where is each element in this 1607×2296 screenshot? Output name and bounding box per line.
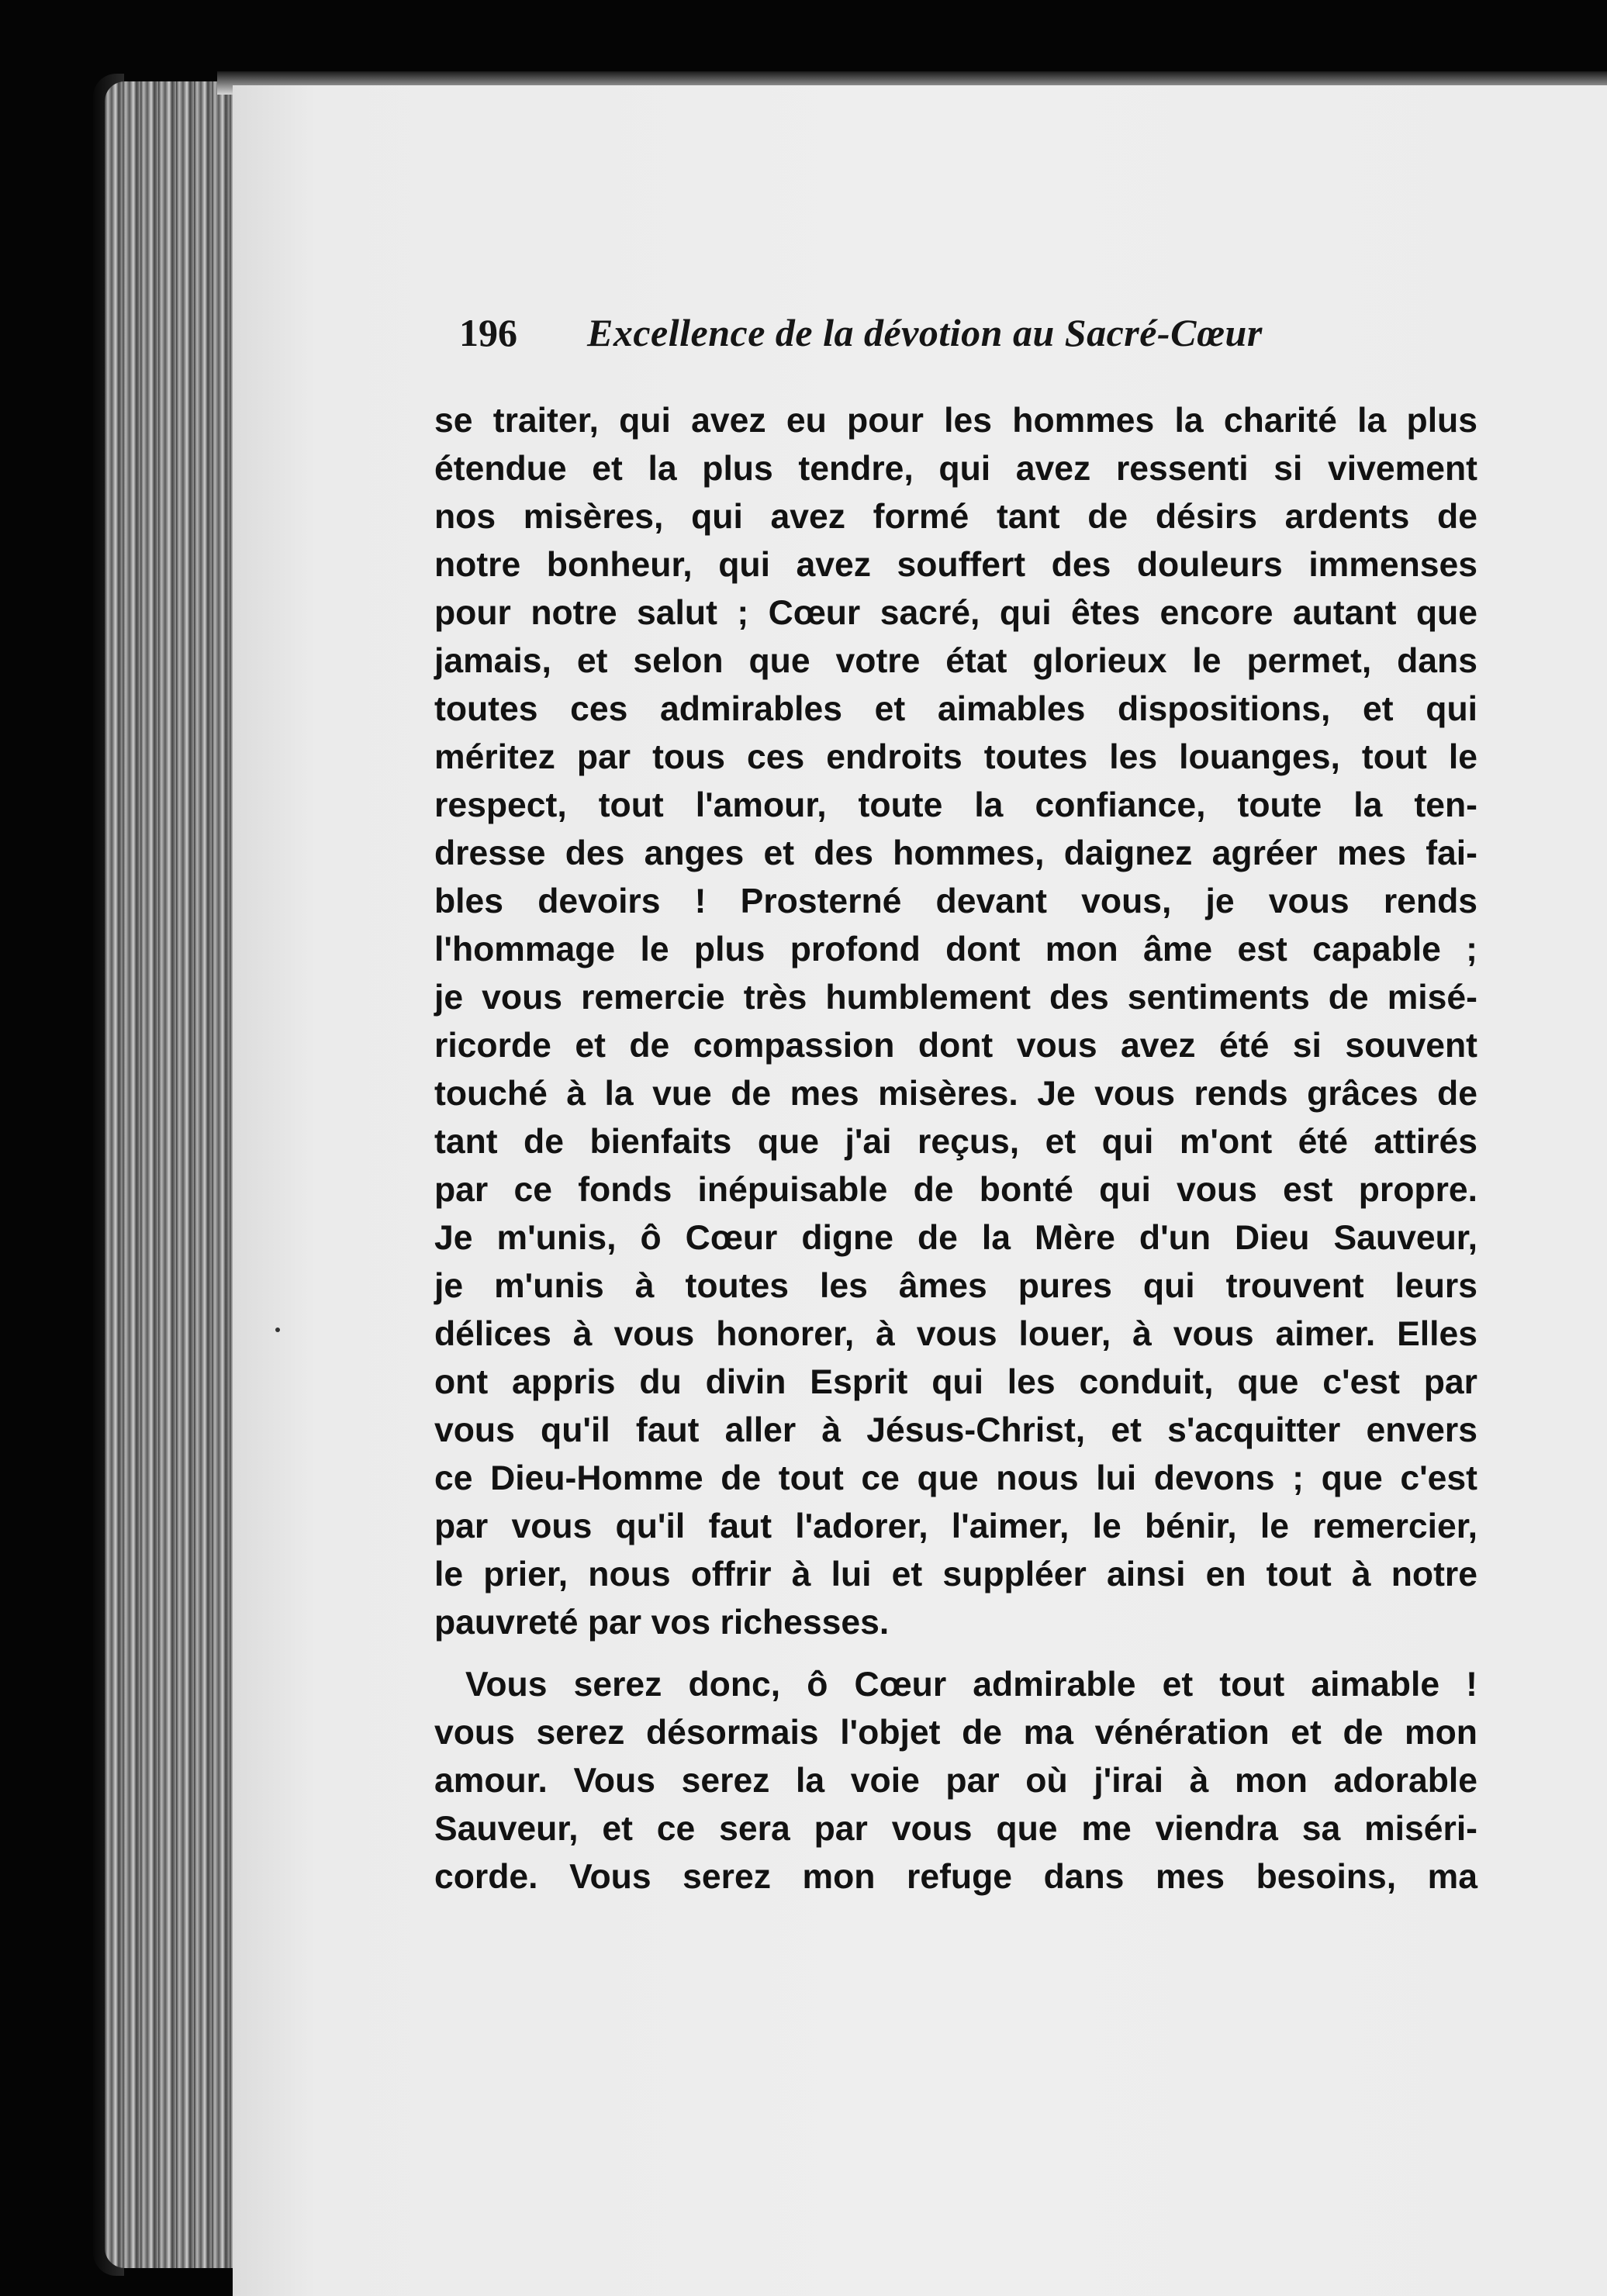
text-line: je vous remercie très humblement des sentiments de misé- (434, 979, 1477, 1017)
text-line: nos misères, qui avez formé tant de désirs ardents de (434, 498, 1477, 536)
text-line: notre bonheur, qui avez souffert des douleurs immenses (434, 546, 1477, 584)
text-line: jamais, et selon que votre état glorieux le permet, dans (434, 642, 1477, 680)
text-line: pour notre salut ; Cœur sacré, qui êtes encore autant que (434, 594, 1477, 632)
text-line: ont appris du divin Esprit qui les conduit, que c'est par (434, 1363, 1477, 1401)
text-line: dresse des anges et des hommes, daignez agréer mes fai- (434, 834, 1477, 872)
text-line: je m'unis à toutes les âmes pures qui trouvent leurs (434, 1267, 1477, 1305)
text-line: l'hommage le plus profond dont mon âme est capable ; (434, 930, 1477, 968)
text-line: vous qu'il faut aller à Jésus-Christ, et s'acquitter envers (434, 1411, 1477, 1449)
page-number: 196 (459, 311, 517, 354)
text-line: tant de bienfaits que j'ai reçus, et qui m'ont été attirés (434, 1123, 1477, 1161)
text-line: par ce fonds inépuisable de bonté qui vous est propre. (434, 1171, 1477, 1209)
text-line: ce Dieu-Homme de tout ce que nous lui devons ; que c'est (434, 1459, 1477, 1497)
text-line: vous serez désormais l'objet de ma vénération et de mon (434, 1714, 1477, 1752)
text-line: amour. Vous serez la voie par où j'irai à mon adorable (434, 1762, 1477, 1800)
body-text (434, 397, 1477, 1901)
text-line: respect, tout l'amour, toute la confiance, toute la ten- (434, 786, 1477, 824)
text-line: ricorde et de compassion dont vous avez été si souvent (434, 1027, 1477, 1065)
paragraph-1 (434, 397, 1477, 1647)
running-head-title: Excellence de la dévotion au Sacré-Cœur (587, 311, 1263, 354)
text-line: délices à vous honorer, à vous louer, à vous aimer. Elles (434, 1315, 1477, 1353)
text-line: toutes ces admirables et aimables dispositions, et qui (434, 690, 1477, 728)
text-line: Sauveur, et ce sera par vous que me viendra sa miséri- (434, 1810, 1477, 1848)
text-line: se traiter, qui avez eu pour les hommes la charité la plus (434, 402, 1477, 440)
margin-speck (275, 1328, 280, 1332)
text-line: touché à la vue de mes misères. Je vous rends grâces de (434, 1075, 1477, 1113)
paragraph-gap (434, 1647, 1477, 1661)
text-line: le prier, nous offrir à lui et suppléer ainsi en tout à notre (434, 1555, 1477, 1593)
text-line: bles devoirs ! Prosterné devant vous, je vous rends (434, 882, 1477, 920)
text-line: méritez par tous ces endroits toutes les louanges, tout le (434, 738, 1477, 776)
text-line: Vous serez donc, ô Cœur admirable et tout aimable ! (465, 1666, 1477, 1704)
page-fore-edge (105, 81, 240, 2268)
text-line: étendue et la plus tendre, qui avez ressenti si vivement (434, 450, 1477, 488)
paragraph-2 (434, 1661, 1477, 1901)
running-head (459, 310, 1491, 372)
text-line: par vous qu'il faut l'adorer, l'aimer, le bénir, le remercier, (434, 1507, 1477, 1545)
text-line: corde. Vous serez mon refuge dans mes besoins, ma (434, 1858, 1477, 1896)
text-line: pauvreté par vos richesses. (434, 1604, 890, 1642)
text-line: Je m'unis, ô Cœur digne de la Mère d'un Dieu Sauveur, (434, 1219, 1477, 1257)
